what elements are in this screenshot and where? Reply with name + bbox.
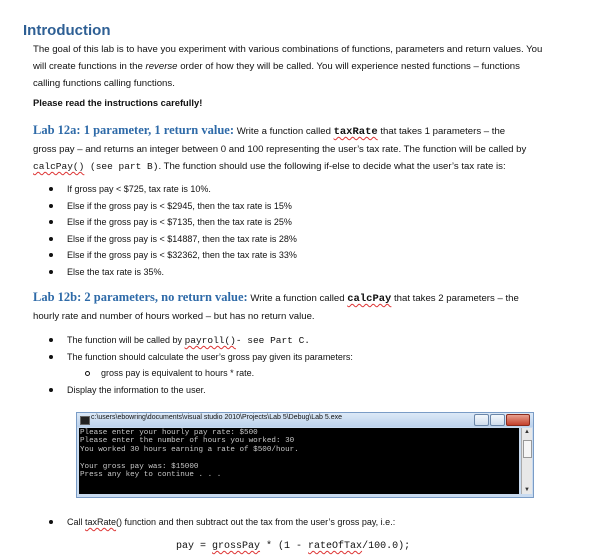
lab12b-bullet: The function will be called by payroll()- see Part C. (33, 332, 593, 349)
intro-line-2: will create functions in the reverse order of how they will be called. You will experience nested functions – functions (33, 61, 520, 72)
instruction-note: Please read the instructions carefully! (33, 97, 203, 108)
tax-bullet: Else the tax rate is 35%. (33, 264, 593, 281)
scroll-down-icon[interactable]: ▼ (524, 487, 530, 493)
lab12b-section (33, 289, 603, 325)
tax-rate-bullets (33, 181, 593, 280)
console-line: Please enter the number of hours you worked: 30 (80, 437, 295, 446)
console-scrollbar[interactable] (521, 428, 532, 494)
lab12b-line-2: hourly rate and number of hours worked – but has no return value. (33, 311, 315, 322)
intro-heading: Introduction (23, 22, 111, 39)
intro-line-1: The goal of this lab is to have you experiment with various combinations of functions, parameters and return values. You (33, 44, 543, 55)
intro-line-3: calling functions calling functions. (33, 78, 175, 89)
minimize-button[interactable] (474, 414, 489, 426)
tax-bullet: Else if the gross pay is < $14887, then the tax rate is 28% (33, 231, 593, 248)
scroll-thumb[interactable] (523, 440, 532, 458)
tax-bullet: If gross pay < $725, tax rate is 10%. (33, 181, 593, 198)
maximize-button[interactable] (490, 414, 505, 426)
console-line: You worked 30 hours earning a rate of $500/hour. (80, 445, 299, 454)
console-output (79, 428, 519, 494)
tax-bullet: Else if the gross pay is < $32362, then the tax rate is 33% (33, 247, 593, 264)
lab12b-bullets (33, 332, 593, 398)
pay-formula-code: pay = grossPay * (1 - rateOfTax/100.0); (176, 541, 411, 552)
console-app-icon (80, 416, 90, 425)
calcpay-func-name: calcPay (347, 293, 392, 305)
scroll-up-icon[interactable]: ▲ (524, 429, 530, 435)
console-line (80, 454, 519, 462)
lab12b-line-1: Lab 12b: 2 parameters, no return value: Write a function called calcPay that takes 2 parameters – the (33, 290, 519, 305)
taxrate-call-bullet: Call taxRate() function and then subtract out the tax from the user’s gross pay, i.e.: (33, 514, 593, 531)
lab12a-line-1: Lab 12a: 1 parameter, 1 return value: Write a function called taxRate that takes 1 parameters – the (33, 123, 506, 138)
tax-bullet: Else if the gross pay is < $2945, then the tax rate is 15% (33, 198, 593, 215)
tax-bullet: Else if the gross pay is < $7135, then the tax rate is 25% (33, 214, 593, 231)
lab12a-line-3: calcPay() (see part B). The function should use the following if-else to decide what the user’s tax rate is: (33, 161, 506, 172)
console-window (76, 412, 534, 498)
console-line: Press any key to continue . . . (80, 470, 222, 479)
taxrate-func-name: taxRate (333, 126, 378, 138)
close-button[interactable] (506, 414, 530, 426)
lab12a-section (33, 122, 603, 175)
console-line: Your gross pay was: $15000 (80, 462, 199, 471)
lab12b-bullet: Display the information to the user. (33, 382, 593, 399)
lab12a-line-2: gross pay – and returns an integer between 0 and 100 representing the user’s tax rate. The function will be called by (33, 144, 527, 155)
lab12b-sub-bullet: gross pay is equivalent to hours * rate. (33, 365, 593, 382)
lab12a-heading: Lab 12a: 1 parameter, 1 return value: (33, 123, 235, 137)
lab12b-final-bullet (33, 514, 593, 531)
console-title: c:\users\ebowring\documents\visual studio 2010\Projects\Lab 5\Debug\Lab 5.exe (91, 414, 342, 421)
console-titlebar (77, 413, 533, 427)
lab12b-heading: Lab 12b: 2 parameters, no return value: (33, 290, 248, 304)
intro-paragraph (33, 41, 603, 92)
lab12b-bullet: The function should calculate the user’s gross pay given its parameters: (33, 349, 593, 366)
console-line: Please enter your hourly pay rate: $500 (80, 429, 258, 437)
